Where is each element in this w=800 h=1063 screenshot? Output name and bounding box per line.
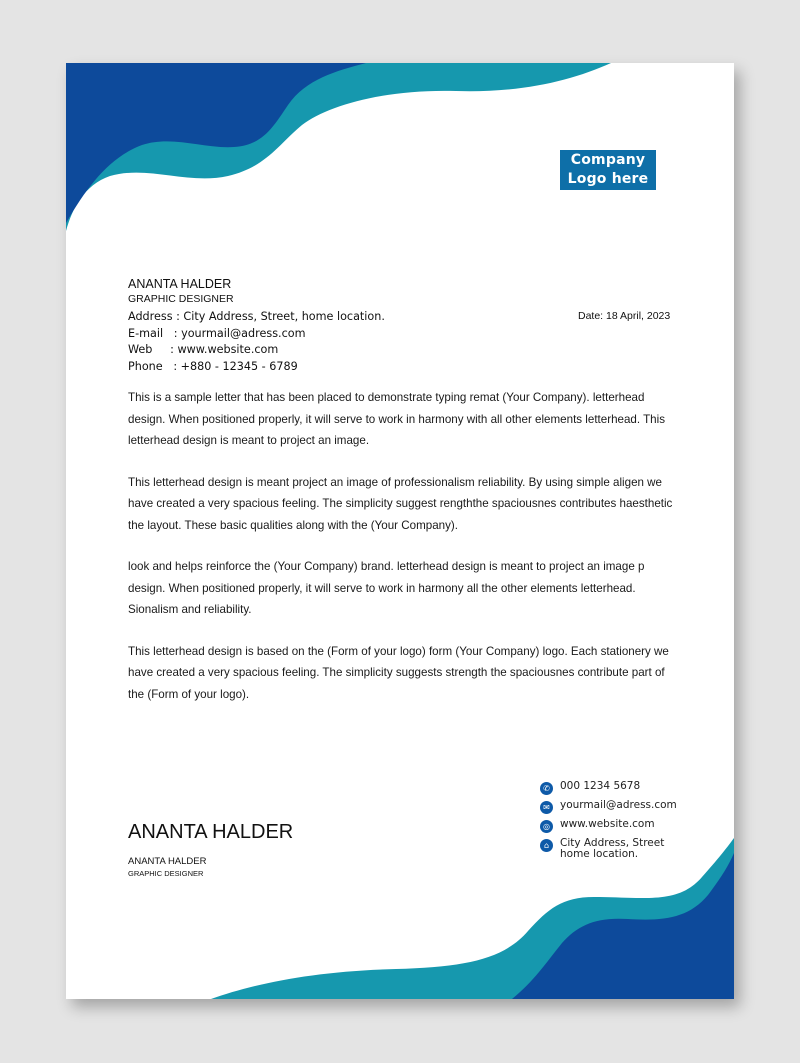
signature-name-small: ANANTA HALDER <box>128 856 207 867</box>
contact-web-text: www.website.com <box>560 818 655 830</box>
contact-phone-text: 000 1234 5678 <box>560 780 641 792</box>
sender-name: ANANTA HALDER <box>128 277 232 291</box>
phone-icon: ✆ <box>540 782 553 795</box>
sender-block <box>128 277 385 375</box>
paragraph-1: This is a sample letter that has been placed to demonstrate typing remat (Your Company). letterhead design. When positioned properly, it will serve to work in harmony with all other elements letterhead. This letterhead design is meant to project an image. <box>128 391 666 447</box>
contact-email-text: yourmail@adress.com <box>560 799 677 811</box>
sender-phone: Phone : +880 - 12345 - 6789 <box>128 359 298 373</box>
globe-icon: ◎ <box>540 820 553 833</box>
signature-name: ANANTA HALDER <box>128 821 294 843</box>
letterhead-page <box>66 63 734 999</box>
paragraph-4: This letterhead design is based on the (Form of your logo) form (Your Company) logo. Each stationery we have created a very spacious feeling. The simplicity suggests strength the spaciousnes contribute part of the (Form of your logo). <box>128 644 669 701</box>
letter-body <box>128 387 678 725</box>
contact-address-text <box>560 838 664 860</box>
paragraph-3: look and helps reinforce the (Your Company) brand. letterhead design is meant to project an image p design. When positioned properly, it will serve to work in harmony all the other elements letterhead. Sionalism and reliability. <box>128 560 645 616</box>
email-icon: ✉ <box>540 801 553 814</box>
sender-title: GRAPHIC DESIGNER <box>128 293 234 305</box>
address-line-2: home location. <box>560 848 639 860</box>
signature-title: GRAPHIC DESIGNER <box>128 869 204 878</box>
letter-date: Date: 18 April, 2023 <box>578 310 671 322</box>
sender-address: Address : City Address, Street, home location. <box>128 310 385 323</box>
paragraph-2: This letterhead design is meant project an image of professionalism reliability. By using simple aligen we have created a very spacious feeling. The simplicity suggest rengththe spaciousnes contributes haesthetic the layout. These basic qualities along with the (Your Company). <box>128 475 673 532</box>
logo-line-2: Logo here <box>567 171 649 187</box>
home-icon: ⌂ <box>540 839 553 852</box>
sender-web: Web : www.website.com <box>128 343 279 356</box>
company-logo <box>560 150 656 190</box>
logo-line-1: Company <box>570 152 646 168</box>
address-line-1: City Address, Street <box>560 837 665 849</box>
signature-block <box>128 821 293 878</box>
sender-email: E-mail : yourmail@adress.com <box>128 326 306 340</box>
